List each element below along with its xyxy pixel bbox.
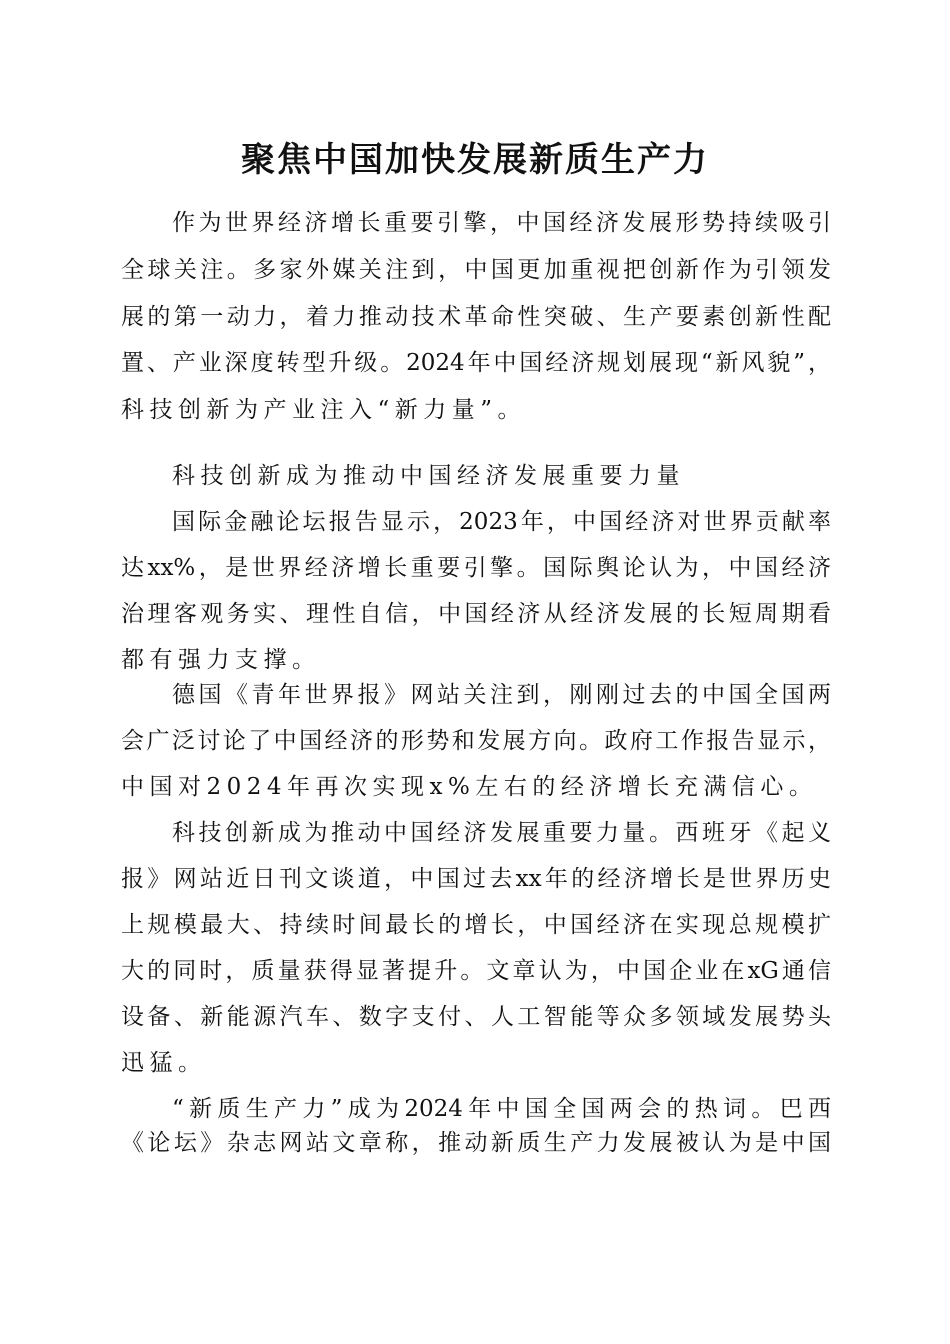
text-line: 作为世界经济增长重要引擎，中国经济发展形势持续吸引: [172, 210, 831, 236]
text-line: 科技创新成为推动中国经济发展重要力量: [172, 463, 685, 489]
text-line: 全球关注。多家外媒关注到，中国更加重视把创新作为引领发: [121, 257, 831, 283]
text-line: 中国对2024年再次实现x%左右的经济增长充满信心。: [121, 774, 818, 800]
text-line: 报》网站近日刊文谈道，中国过去xx年的经济增长是世界历史: [121, 866, 831, 892]
text-line: 治理客观务实、理性自信，中国经济从经济发展的长短周期看: [121, 601, 831, 627]
text-line: 国际金融论坛报告显示，2023年，中国经济对世界贡献率: [172, 509, 831, 535]
text-line: 设备、新能源汽车、数字支付、人工智能等众多领域发展势头: [121, 1004, 831, 1030]
text-line: 达xx%，是世界经济增长重要引擎。国际舆论认为，中国经济: [121, 555, 831, 581]
text-line: “新质生产力”成为2024年中国全国两会的热词。巴西: [172, 1096, 831, 1122]
text-line: 大的同时，质量获得显著提升。文章认为，中国企业在xG通信: [121, 958, 831, 984]
text-line: 置、产业深度转型升级。2024年中国经济规划展现“新风貌”，: [121, 350, 831, 376]
text-line: 德国《青年世界报》网站关注到，刚刚过去的中国全国两: [172, 682, 831, 708]
text-line: 上规模最大、持续时间最长的增长，中国经济在实现总规模扩: [121, 912, 831, 938]
text-line: 迅猛。: [121, 1050, 207, 1076]
text-line: 科技创新为产业注入“新力量”。: [121, 397, 527, 423]
text-line: 都有强力支撑。: [121, 647, 321, 673]
text-line: 会广泛讨论了中国经济的形势和发展方向。政府工作报告显示，: [121, 728, 831, 754]
text-line: 展的第一动力，着力推动技术革命性突破、生产要素创新性配: [121, 304, 831, 330]
document-title: 聚焦中国加快发展新质生产力: [241, 140, 709, 180]
text-line: 《论坛》杂志网站文章称，推动新质生产力发展被认为是中国: [121, 1130, 831, 1156]
text-line: 科技创新成为推动中国经济发展重要力量。西班牙《起义: [172, 820, 831, 846]
